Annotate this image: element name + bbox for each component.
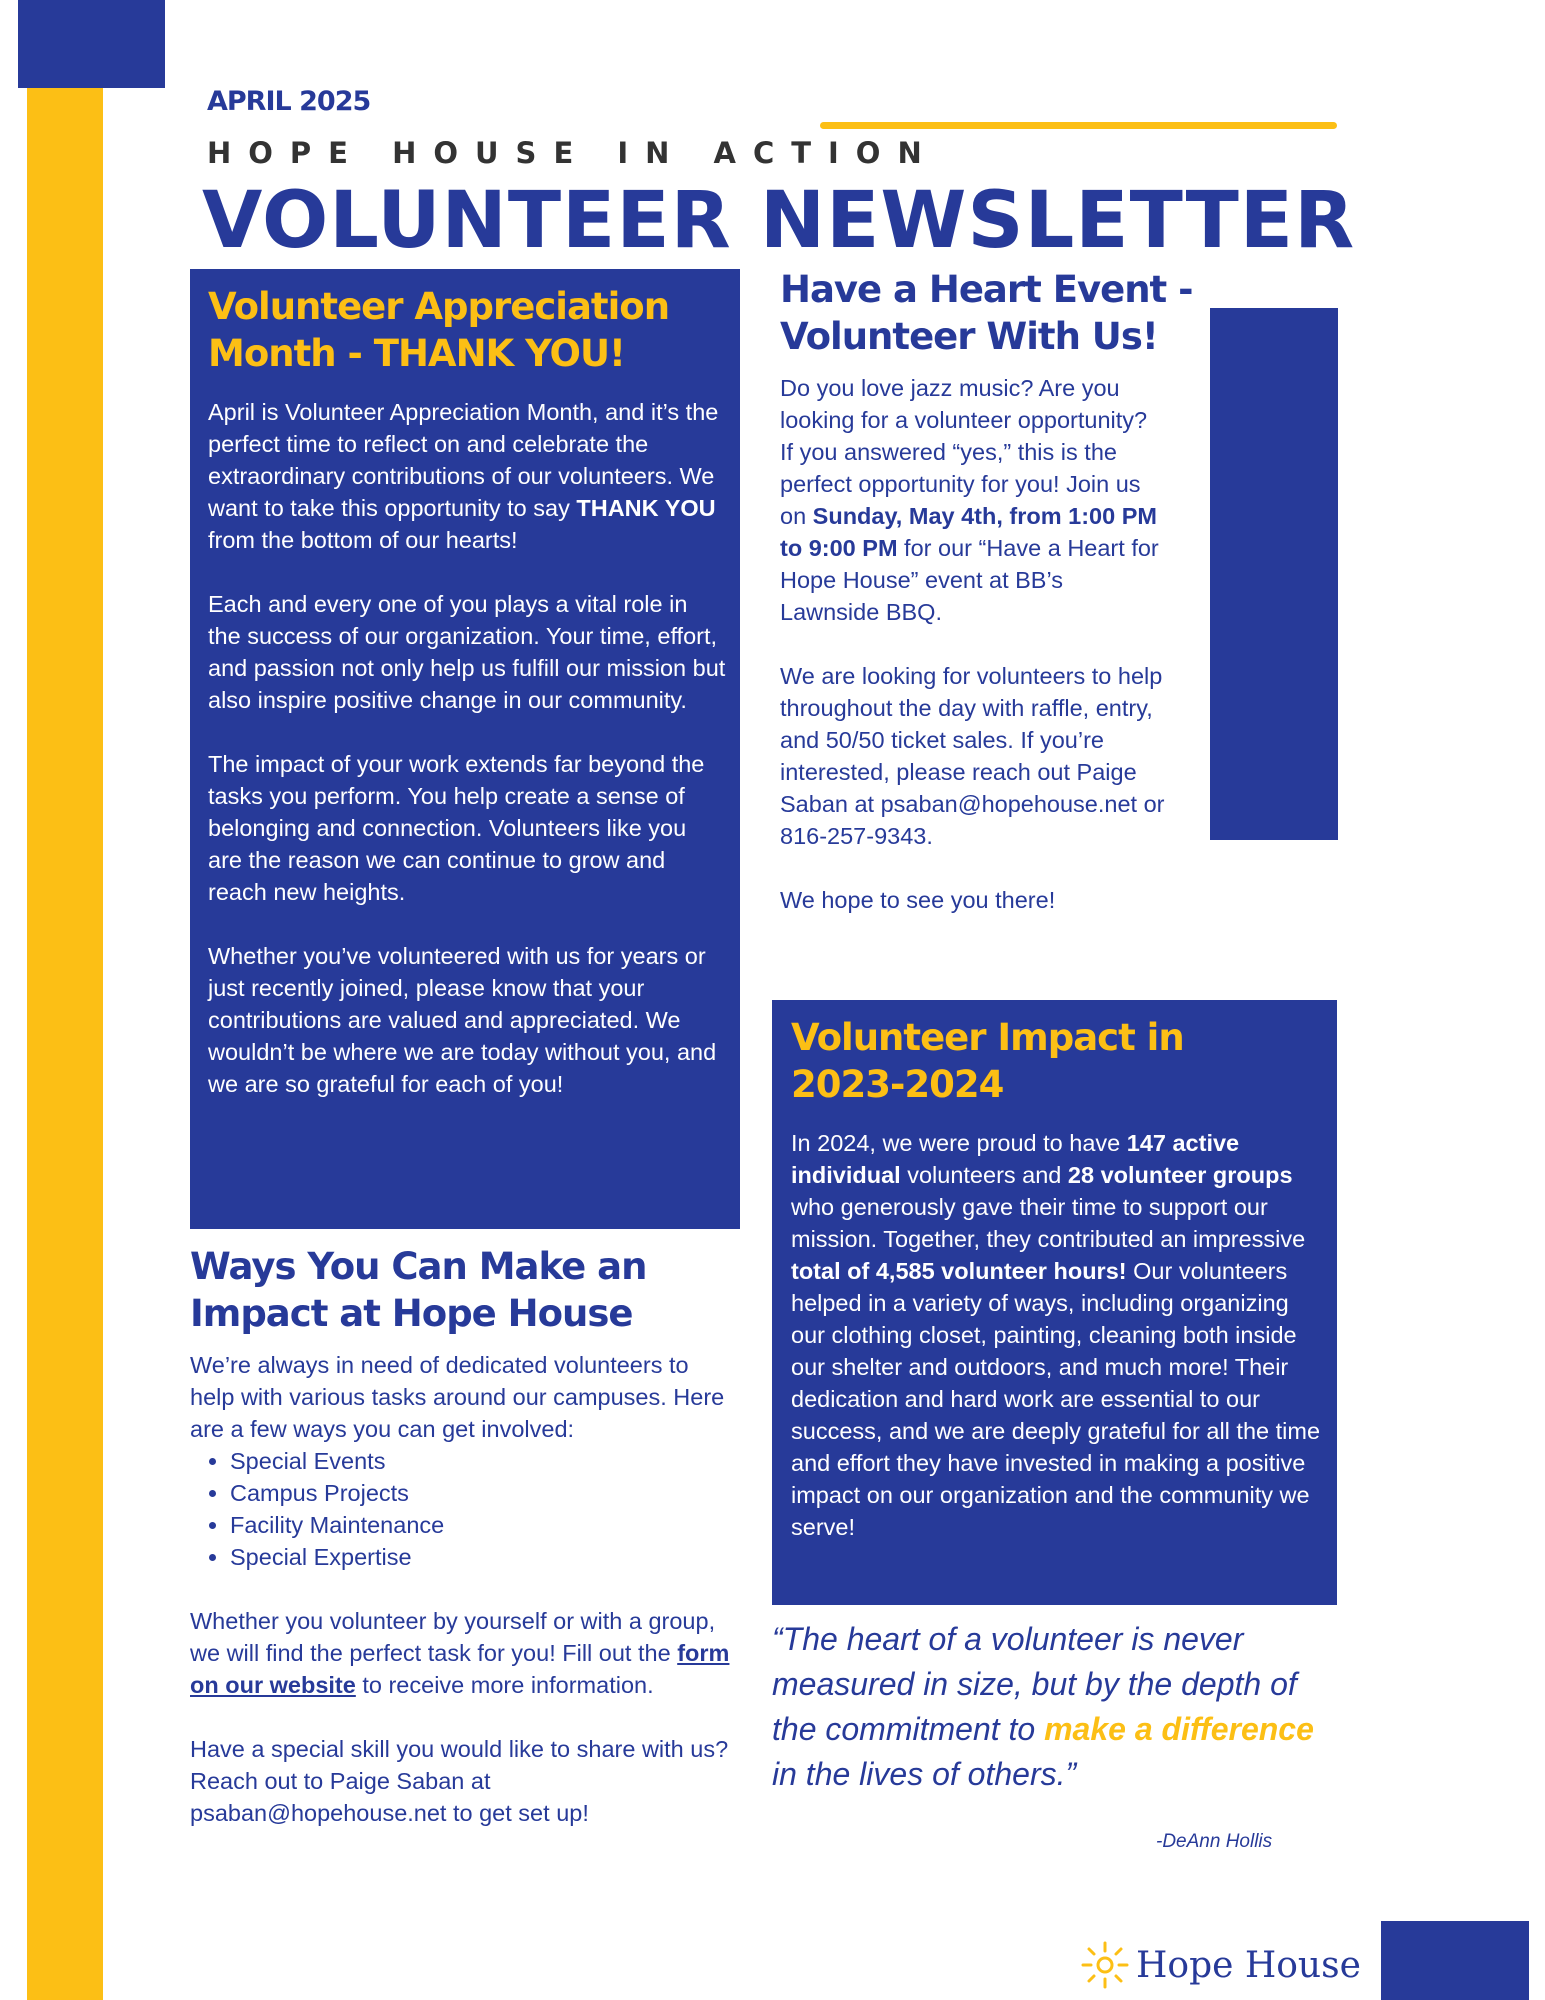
newsletter-kicker: HOPE HOUSE IN ACTION (207, 136, 939, 170)
website-form-link[interactable]: form on our website (190, 1640, 730, 1698)
quote-author: -DeAnn Hollis (1156, 1831, 1273, 1852)
list-item: • Special Expertise (230, 1541, 730, 1573)
volunteer-quote: “The heart of a volunteer is never measured in size, but by the depth of the commitment to make a difference in the lives of others.” (772, 1621, 1314, 1792)
logo-text: Hope House (1136, 1944, 1361, 1986)
appreciation-heading-line1: Volunteer Appreciation (208, 285, 670, 328)
event-date-emphasis: Sunday, May 4th, from 1:00 PM to 9:00 PM (780, 503, 1157, 561)
list-item: • Campus Projects (230, 1477, 730, 1509)
heart-event-paragraph-2: We are looking for volunteers to help throughout the day with raffle, entry, and 50/50 ticket sales. If you’re interested, please reach out Paige Saban at psaban@hopehouse.net or 816-257-9343. (780, 663, 1165, 849)
ways-heading (190, 1243, 730, 1337)
impact-section (772, 1000, 1337, 1605)
appreciation-paragraph-2: Each and every one of you plays a vital role in the success of our organization. Your time, effort, and passion not only help us fulfill our mission but also inspire positive change in our community. (208, 591, 726, 713)
appreciation-heading-line2: Month - THANK YOU! (208, 332, 625, 375)
list-item: • Special Events (230, 1445, 730, 1477)
appreciation-paragraph-1: April is Volunteer Appreciation Month, and it’s the perfect time to reflect on and celebrate the extraordinary contributions of our volunteers. We want to take this opportunity to say THANK YOU from the bottom of our hearts! (208, 399, 719, 553)
ways-heading-line2: Impact at Hope House (190, 1292, 633, 1335)
heart-event-heading (780, 266, 1193, 360)
left-gold-stripe (27, 88, 103, 2000)
ways-heading-line1: Ways You Can Make an (190, 1245, 647, 1288)
appreciation-paragraph-4: Whether you’ve volunteered with us for years or just recently joined, please know that your contributions are valued and appreciated. We wouldn’t be where we are today without you, and we are so grateful for each of you! (208, 943, 717, 1097)
bottom-right-navy-block (1381, 1921, 1529, 2000)
heart-event-heading-line2: Volunteer With Us! (780, 315, 1158, 358)
ways-paragraph-2: Whether you volunteer by yourself or with a group, we will find the perfect task for you! Fill out the form on our website to receive more information. (190, 1608, 730, 1698)
appreciation-section (190, 269, 740, 1229)
newsletter-date: APRIL 2025 (207, 86, 371, 117)
impact-paragraph: In 2024, we were proud to have 147 active individual volunteers and 28 volunteer groups who generously gave their time to support our mission. Together, they contributed an impressive total of 4,585 volunteer hours! Our volunteers helped in a variety of ways, including organizing our clothing closet, painting, cleaning both inside our shelter and outdoors, and much more! Their dedication and hard work are essential to our success, and we are deeply grateful for all the time and effort they have invested in making a positive impact on our organization and the community we serve! (791, 1130, 1321, 1540)
hope-house-logo (1080, 1940, 1361, 1990)
impact-heading (791, 1014, 1325, 1108)
thank-you-emphasis: THANK YOU (576, 495, 716, 521)
heart-event-heading-line1: Have a Heart Event - (780, 268, 1193, 311)
volunteer-groups-stat: 28 volunteer groups (1067, 1162, 1293, 1188)
heart-event-section (780, 266, 1193, 916)
header-gold-line (820, 122, 1337, 129)
appreciation-paragraph-3: The impact of your work extends far beyond the tasks you perform. You help create a sense of belonging and connection. Volunteers like you are the reason we can continue to grow and reach new heights. (208, 751, 705, 905)
heart-event-paragraph-1: Do you love jazz music? Are you looking for a volunteer opportunity? If you answered “yes,” this is the perfect opportunity for you! Join us on Sunday, May 4th, from 1:00 PM to 9:00 PM for our “Have a Heart for Hope House” event at BB’s Lawnside BBQ. (780, 375, 1159, 625)
appreciation-heading (208, 283, 726, 377)
ways-section (190, 1243, 730, 1829)
ways-paragraph-3: Have a special skill you would like to share with us? Reach out to Paige Saban at psaban@hopehouse.net to get set up! (190, 1736, 729, 1826)
active-volunteers-stat: 147 active individual (791, 1130, 1240, 1188)
ways-list (190, 1445, 730, 1573)
newsletter-title: VOLUNTEER NEWSLETTER (202, 176, 1356, 266)
right-navy-bar (1210, 308, 1338, 840)
list-item: • Facility Maintenance (230, 1509, 730, 1541)
impact-heading-line1: Volunteer Impact in (791, 1016, 1184, 1059)
quote-highlight: make a difference (1044, 1711, 1314, 1747)
impact-heading-line2: 2023-2024 (791, 1063, 1004, 1106)
heart-event-paragraph-3: We hope to see you there! (780, 887, 1056, 913)
volunteer-hours-stat: total of 4,585 volunteer hours! (791, 1258, 1127, 1284)
sun-icon (1080, 1940, 1130, 1990)
top-left-navy-block (18, 0, 165, 88)
ways-intro: We’re always in need of dedicated volunteers to help with various tasks around our campuses. Here are a few ways you can get involved: (190, 1352, 725, 1442)
